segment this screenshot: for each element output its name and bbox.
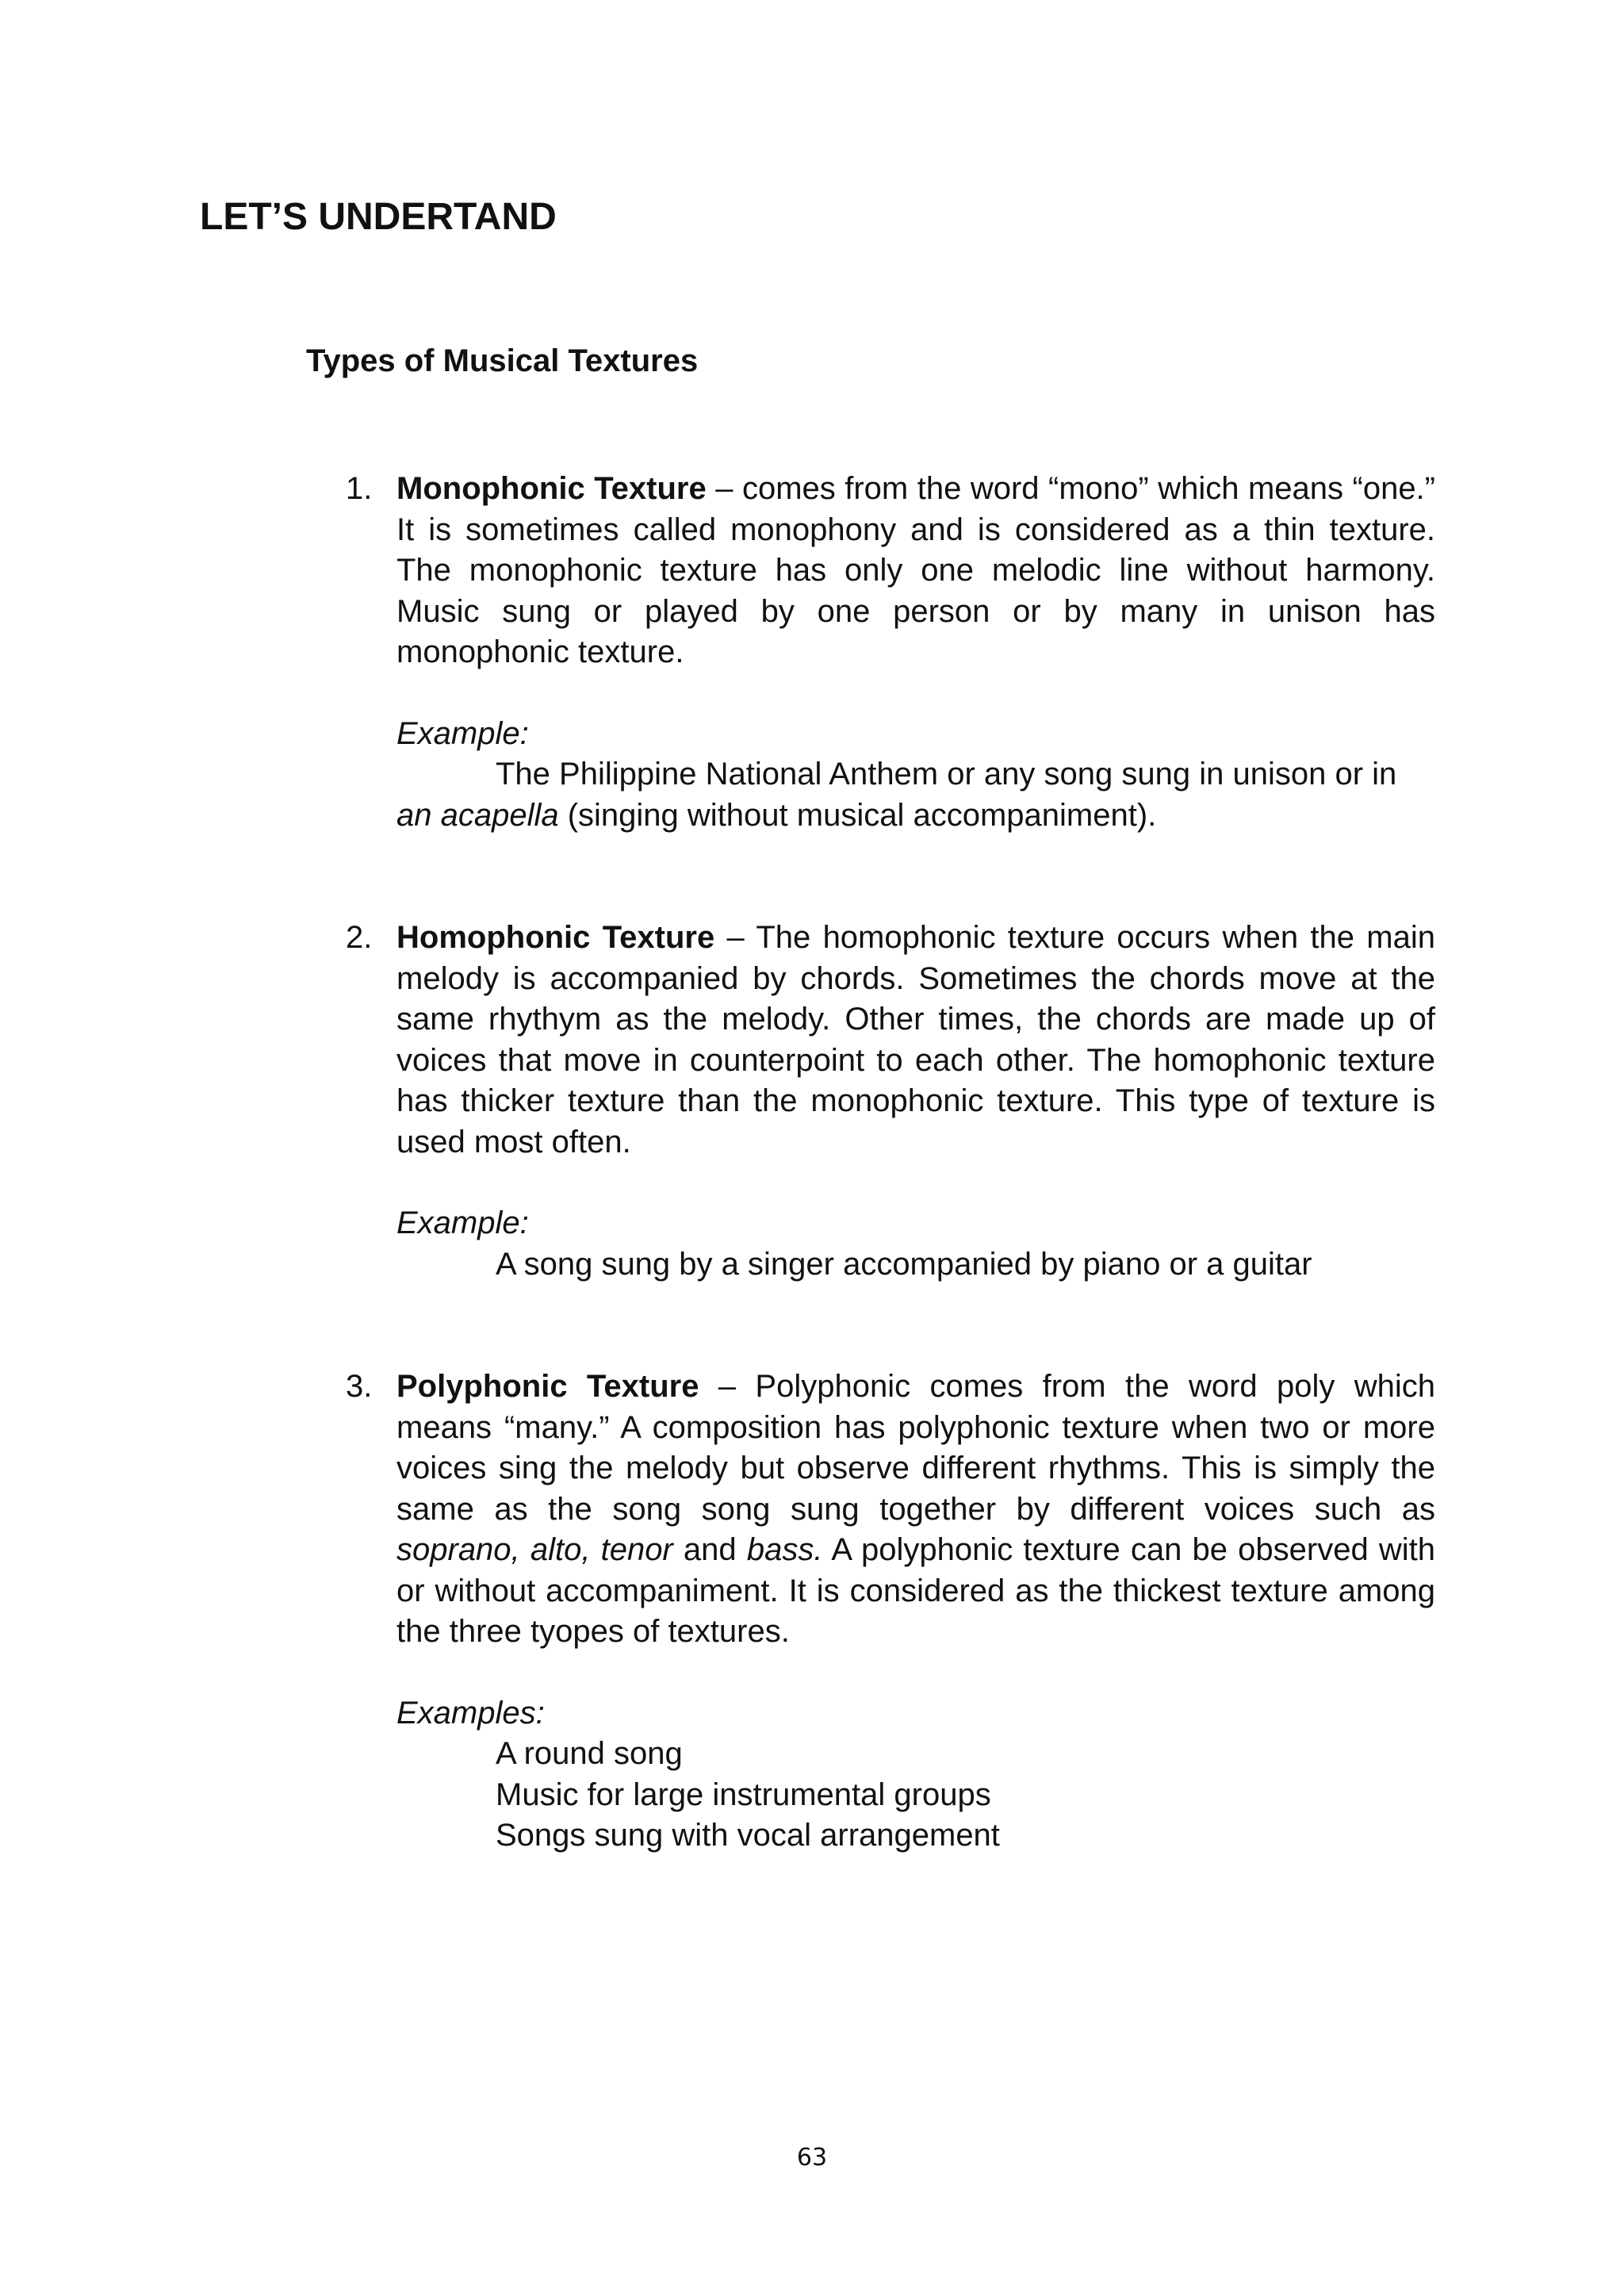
page-heading: LET’S UNDERTAND: [200, 196, 557, 238]
example-label: Example:: [396, 1205, 529, 1240]
item-text: and: [672, 1532, 747, 1567]
item-description: [396, 469, 1435, 673]
example-label: Example:: [396, 715, 529, 751]
list-item-homophonic: [346, 918, 1435, 1285]
example-label: Examples:: [396, 1695, 545, 1731]
item-italic: soprano, alto, tenor: [396, 1532, 673, 1567]
item-text: A polyphonic texture can be observed with or without accompaniment. It is considered as the thickest texture among the three tyopes of textures.: [396, 1532, 1436, 1649]
section-title: Types of Musical Textures: [306, 343, 699, 378]
example-text-part: (singing without musical accompaniment).: [558, 797, 1157, 833]
item-text: – The homophonic texture occurs when the main melody is accompanied by chords. Sometimes the chords move at the same rhythym as the melody. Other times, the chords are made up of voices that move in counterpoint to each other. The homophonic texture has thicker texture than the monophonic texture. This type of texture is used most often.: [396, 920, 1435, 1159]
item-italic: bass.: [746, 1532, 823, 1567]
item-description: [396, 918, 1435, 1163]
item-description: [396, 1366, 1435, 1653]
item-term: Monophonic Texture: [396, 471, 707, 506]
example-text: [396, 754, 1435, 836]
example-italic: an acapella: [396, 797, 559, 833]
item-term: Polyphonic Texture: [396, 1369, 699, 1404]
item-number: 2.: [346, 920, 373, 955]
item-term: Homophonic Texture: [396, 920, 715, 955]
example-list-item: Music for large instrumental groups: [496, 1777, 991, 1812]
list-item-polyphonic: [346, 1366, 1435, 1857]
item-text: – comes from the word “mono” which means “one.” It is sometimes called monophony and is considered as a thin texture. The monophonic texture has only one melodic line without harmony. Music sung or played by one person or by many in unison has monophonic texture.: [396, 471, 1435, 669]
item-number: 1.: [346, 471, 373, 506]
item-text: – Polyphonic comes from the word poly which means “many.” A composition has polyphonic texture when two or more voices sing the melody but observe different rhythms. This is simply the same as the song song sung together by different voices such as: [396, 1369, 1435, 1527]
page-number: 63: [796, 2144, 828, 2171]
list-item-monophonic: [346, 469, 1435, 836]
example-list-item: A round song: [496, 1736, 683, 1771]
example-text-part: The Philippine National Anthem or any song sung in unison or in: [496, 757, 1397, 792]
example-text: A song sung by a singer accompanied by piano or a guitar: [496, 1246, 1312, 1282]
item-number: 3.: [346, 1369, 373, 1404]
example-list-item: Songs sung with vocal arrangement: [496, 1818, 1000, 1853]
